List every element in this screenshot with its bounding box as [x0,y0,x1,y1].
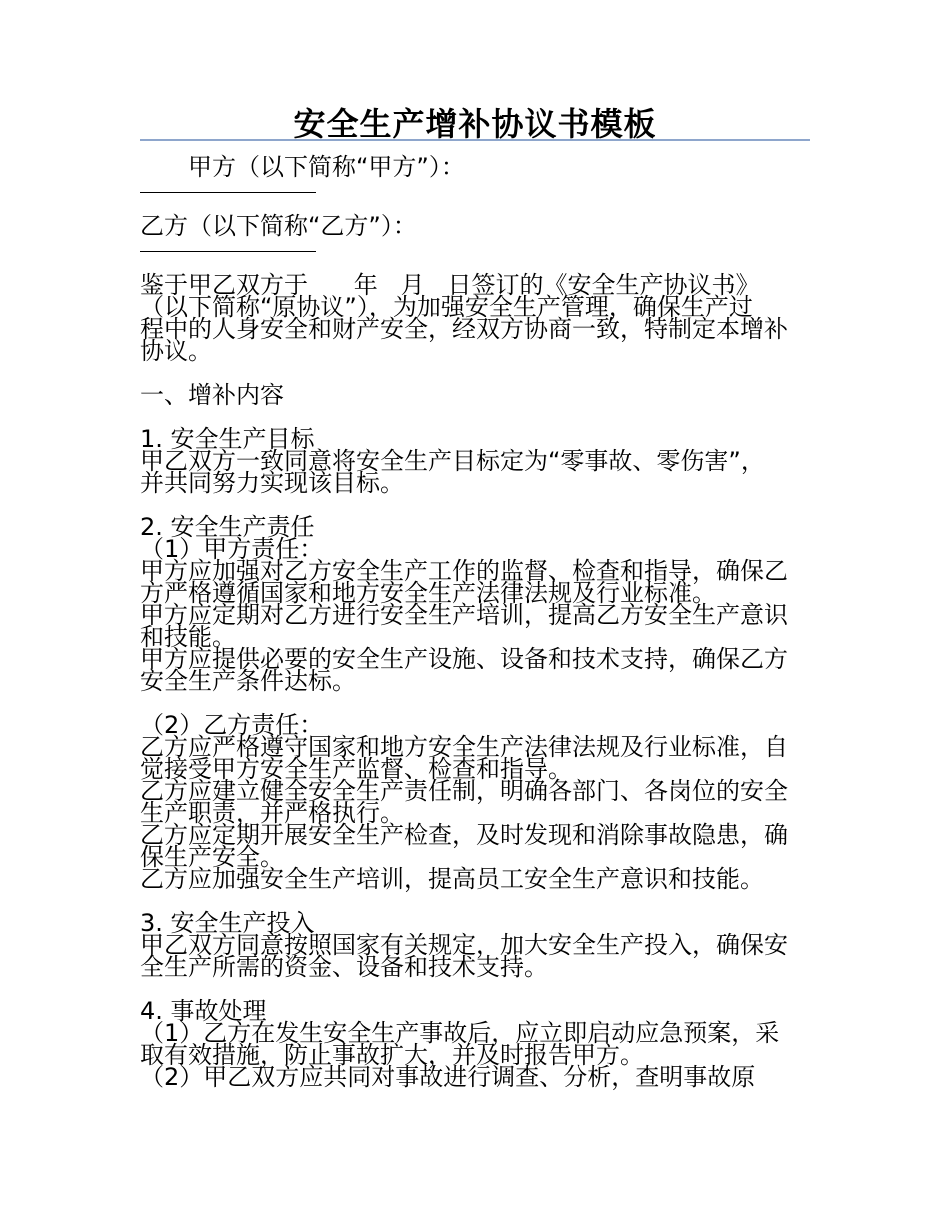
s3-heading: 3. 安全生产投入 [140,909,315,937]
s3-line: 全生产所需的资金、设备和技术支持。 [140,953,548,981]
s4-heading: 4. 事故处理 [140,997,267,1025]
document-title: 安全生产增补协议书模板 [293,105,657,143]
s2-b-line: 乙方应定期开展安全生产检查，及时发现和消除事故隐患，确 [140,821,788,849]
s1-line: 并共同努力实现该目标。 [140,469,404,497]
s1-heading: 1. 安全生产目标 [140,425,315,453]
s2-a-line: 甲方应提供必要的安全生产设施、设备和技术支持，确保乙方 [140,645,788,673]
s2-b-line: 生产职责，并严格执行。 [140,799,404,827]
s2-a-line: 方严格遵循国家和地方安全生产法律法规及行业标准。 [140,579,716,607]
s2-heading: 2. 安全生产责任 [140,513,315,541]
intro-line: 协议。 [140,337,212,365]
s4-line: （2）甲乙双方应共同对事故进行调查、分析，查明事故原 [140,1063,756,1091]
document-body [140,153,812,1091]
s2-b-line: 觉接受甲方安全生产监督、检查和指导。 [140,755,572,783]
section-heading: 一、增补内容 [140,381,284,409]
s2-b-line: 乙方应严格遵守国家和地方安全生产法律法规及行业标准，自 [140,733,788,761]
s2-b-line: 乙方应建立健全安全生产责任制，明确各部门、各岗位的安全 [140,777,788,805]
s2-a-line: 和技能。 [140,623,236,651]
s2-a-line: 甲方应加强对乙方安全生产工作的监督、检查和指导，确保乙 [140,557,788,585]
s2-a-line: 安全生产条件达标。 [140,667,356,695]
s4-line: 取有效措施，防止事故扩大，并及时报告甲方。 [140,1041,644,1069]
intro-line: 鉴于甲乙双方于 年 月 日签订的《安全生产协议书》 [140,271,760,299]
s2-a-line: 甲方应定期对乙方进行安全生产培训，提高乙方安全生产意识 [140,601,788,629]
s2-a-heading: （1）甲方责任： [140,535,324,563]
intro-line: 程中的人身安全和财产安全，经双方协商一致，特制定本增补 [140,315,788,343]
s2-b-line: 保生产安全。 [140,843,284,871]
s4-line: （1）乙方在发生安全生产事故后，应立即启动应急预案，采 [140,1019,780,1047]
s3-line: 甲乙双方同意按照国家有关规定，加大安全生产投入，确保安 [140,931,788,959]
title-underline [140,139,810,141]
intro-line: （以下简称“原协议”），为加强安全生产管理，确保生产过 [140,293,753,321]
party-b-label: 乙方（以下简称“乙方”）： [140,212,417,240]
party-a-label: 甲方（以下简称“甲方”）： [188,153,465,181]
s1-line: 甲乙双方一致同意将安全生产目标定为“零事故、零伤害”， [140,447,765,475]
s2-b-heading: （2）乙方责任： [140,711,324,739]
s2-b-line: 乙方应加强安全生产培训，提高员工安全生产意识和技能。 [140,865,764,893]
